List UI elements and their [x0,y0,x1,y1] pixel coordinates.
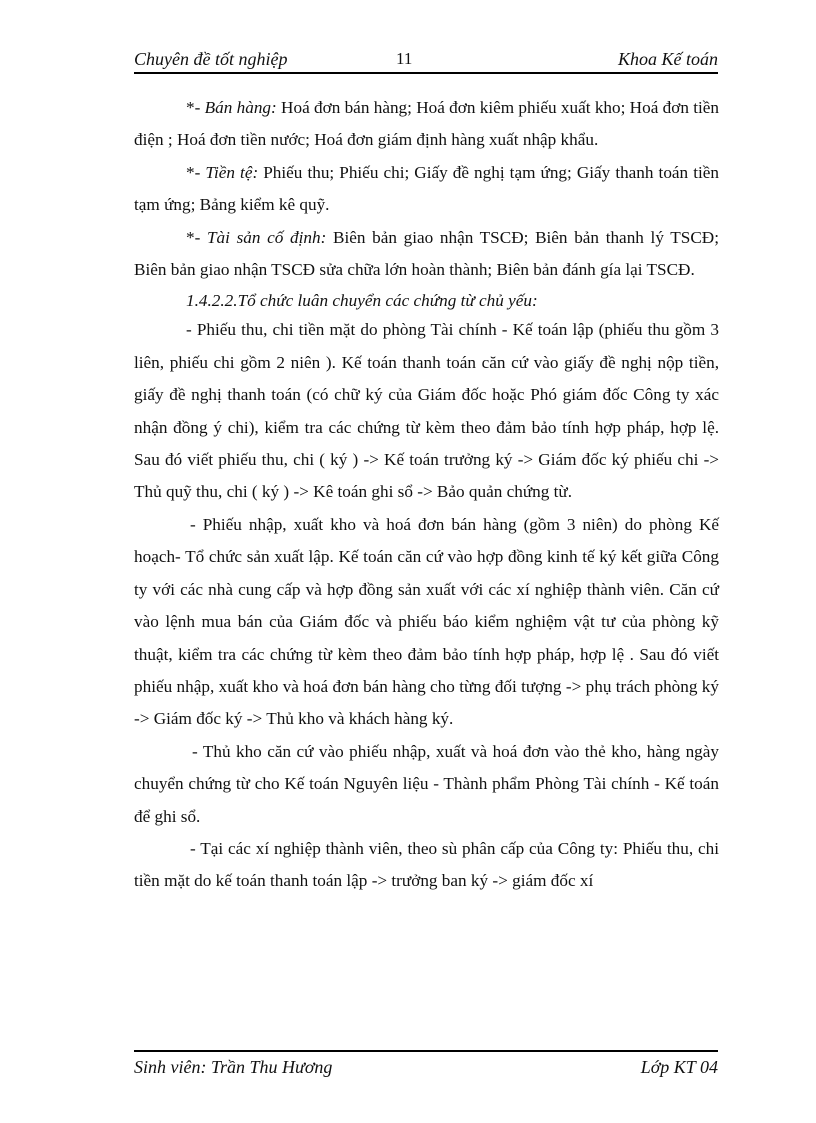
text-fixed-assets: Biên bản giao nhận TSCĐ; Biên bản thanh lý TSCĐ; Biên bản giao nhận TSCĐ sửa chữa lớn hoàn thành; Biên bản đánh gía lại TSCĐ. [134,227,719,280]
paragraph-receipts-payments: - Phiếu thu, chi tiền mặt do phòng Tài chính - Kế toán lập (phiếu thu gồm 3 liên, phiếu chi gồm 2 niên ). Kế toán thanh toán căn cứ vào giấy đề nghị nộp tiền, giấy đề nghị thanh toán (có chữ ký của Giám đốc hoặc Phó giám đốc Công ty xác nhận đồng ý chi), kiểm tra các chứng từ kèm theo đảm bảo tính hợp pháp, hợp lệ. Sau đó viết phiếu thu, chi ( ký ) -> Kế toán trưởng ký -> Giám đốc ký phiếu chi -> Thủ quỹ thu, chi ( ký ) -> Kê toán ghi sổ -> Bảo quản chứng từ. [134,320,719,502]
section-heading: 1.4.2.2.Tổ chức luân chuyển các chứng từ chủ yếu: [186,291,538,311]
page-number: 11 [396,49,413,68]
header-title: Chuyên đề tốt nghiệp [134,49,288,69]
paragraph-sales-documents: *- Bán hàng: Hoá đơn bán hàng; Hoá đơn kiêm phiếu xuất kho; Hoá đơn tiền điện ; Hoá đơn tiền nước; Hoá đơn giám định hàng xuất nhập khẩu. [134,98,719,150]
footer-class: Lớp KT 04 [640,1057,718,1077]
label-sales: Bán hàng: [204,98,277,117]
document-body [134,92,719,898]
text-cash: Phiếu thu; Phiếu chi; Giấy đề nghị tạm ứng; Giấy thanh toán tiền tạm ứng; Bảng kiểm kê quỹ. [134,162,719,215]
header-department: Khoa Kế toán [617,49,718,69]
text-sales: Hoá đơn bán hàng; Hoá đơn kiêm phiếu xuất kho; Hoá đơn tiền điện ; Hoá đơn tiền nước; Hoá đơn giám định hàng xuất nhập khẩu. [134,98,719,150]
page-footer [134,1050,718,1082]
paragraph-fixed-assets-documents: *- Tài sản cố định: Biên bản giao nhận TSCĐ; Biên bản thanh lý TSCĐ; Biên bản giao nhận TSCĐ sửa chữa lớn hoàn thành; Biên bản đánh gía lại TSCĐ. [134,227,719,280]
paragraph-cash-documents: *- Tiền tệ: Phiếu thu; Phiếu chi; Giấy đề nghị tạm ứng; Giấy thanh toán tiền tạm ứng; Bảng kiểm kê quỹ. [134,162,719,215]
paragraph-storekeeper: - Thủ kho căn cứ vào phiếu nhập, xuất và hoá đơn vào thẻ kho, hàng ngày chuyển chứng từ cho Kế toán Nguyên liệu - Thành phẩm Phòng Tài chính - Kế toán để ghi sổ. [134,741,719,826]
footer-student: Sinh viên: Trần Thu Hương [134,1057,333,1077]
label-fixed-assets: Tài sản cố định: [207,227,327,247]
page-header [134,46,718,74]
paragraph-warehouse-invoices: - Phiếu nhập, xuất kho và hoá đơn bán hàng (gồm 3 niên) do phòng Kế hoạch- Tổ chức sản xuất lập. Kế toán căn cứ vào hợp đồng kinh tế ký kết giữa Công ty với các nhà cung cấp và hợp đồng sản xuất với các xí nghiệp thành viên. Căn cứ vào lệnh mua bán của Giám đốc và phiếu báo kiểm nghiệm vật tư của phòng kỹ thuật, kiểm tra các chứng từ kèm theo đảm bảo tính hợp pháp, hợp lệ . Sau đó viết phiếu nhập, xuất kho và hoá đơn bán hàng cho từng đối tượng -> phụ trách phòng ký -> Giám đốc ký -> Thủ kho và khách hàng ký. [134,514,719,729]
label-cash: Tiền tệ: [205,162,259,182]
paragraph-member-enterprises: - Tại các xí nghiệp thành viên, theo sù phân cấp của Công ty: Phiếu thu, chi tiền mặt do kế toán thanh toán lập -> trưởng ban ký -> giám đốc xí [134,838,719,891]
